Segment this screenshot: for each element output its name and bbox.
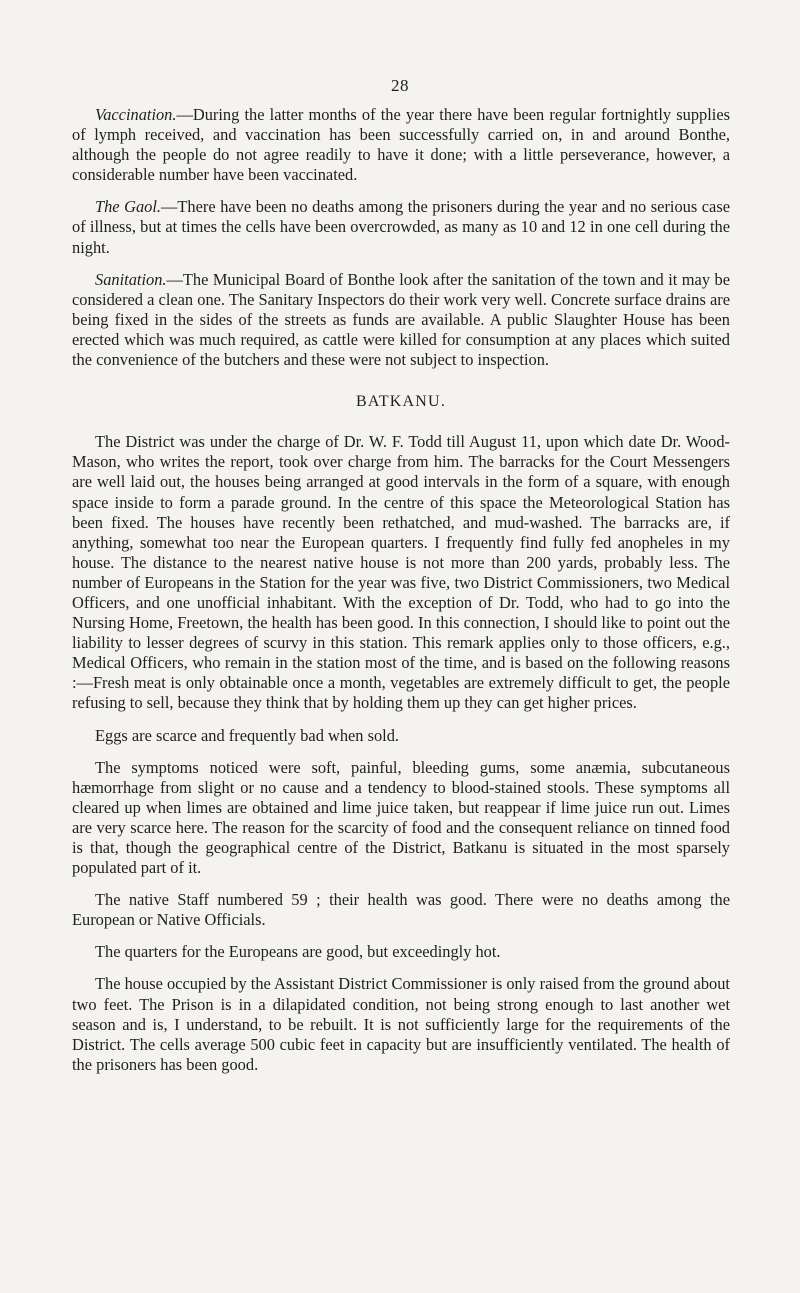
paragraph-eggs: Eggs are scarce and frequently bad when sold.	[95, 725, 400, 745]
page-number: 28	[391, 76, 409, 95]
paragraph-text: —The Municipal Board of Bonthe look after the sanitation of the town and it may be considered a clean one. The Sanitary Inspectors do their work very well. Concrete surface drains are being fixed in the sides of the streets as funds are available. A public Slaughter House has been erected which was much required, as cattle were killed for consumption at any places which suited the convenience of the butchers and these were not subject to inspection.	[72, 269, 730, 370]
paragraph-native-staff: The native Staff numbered 59 ; their health was good. There were no deaths among the European or Native Officials.	[72, 890, 730, 930]
paragraph-lead: The Gaol.	[95, 197, 162, 217]
paragraph-lead: Sanitation.	[95, 269, 167, 289]
paragraph-symptoms: The symptoms noticed were soft, painful, bleeding gums, some anæmia, subcutaneous hæmorrhage from slight or no cause and a tendency to blood-stained stools. These symptoms all cleared up when limes are obtained and lime juice taken, but reappear if lime juice run out. Limes are very scarce here. The reason for the scarcity of food and the consequent reliance on tinned food is that, though the geographical centre of the District, Batkanu is situated in the most sparsely populated part of it.	[72, 757, 730, 878]
paragraph-vaccination	[72, 105, 730, 185]
paragraph-prison: The house occupied by the Assistant District Commissioner is only raised from the ground about two feet. The Prison is in a dilapidated condition, not being strong enough to last another wet season and is, I understand, to be rebuilt. It is not sufficiently large for the requirements of the District. The cells average 500 cubic feet in capacity but are insufficiently ventilated. The health of the prisoners has been good.	[72, 974, 730, 1074]
paragraph-text: —During the latter months of the year there have been regular fortnightly supplies of lymph received, and vaccination has been successfully carried on, in and around Bonthe, although the people do not agree readily to have it done; with a little perseverance, however, a considerable number have been vaccinated.	[72, 105, 730, 185]
body-text	[72, 105, 730, 1087]
paragraph-district: The District was under the charge of Dr. W. F. Todd till August 11, upon which date Dr. Wood-Mason, who writes the report, took over charge from him. The barracks for the Court Messengers are well laid out, the houses being arranged at good intervals in the form of a square, with enough space inside to form a parade ground. In the centre of this space the Meteorological Station has been fixed. The houses have recently been rethatched, and mud-washed. The barracks are, if anything, somewhat too near the European quarters. I frequently find fully fed anopheles in my house. The distance to the nearest native house is not more than 200 yards, probably less. The number of Europeans in the Station for the year was five, two District Commissioners, two Medical Officers, and one unofficial inhabitant. With the exception of Dr. Todd, who had to go into the Nursing Home, Freetown, the health has been good. In this connection, I should like to point out the liability to lesser degrees of scurvy in this station. This remark applies only to those officers, e.g., Medical Officers, who remain in the station most of the time, and is based on the following reasons :—Fresh meat is only obtainable once a month, vegetables are extremely difficult to get, the people refusing to sell, because they think that by holding them up they can get higher prices.	[72, 432, 730, 713]
paragraph-gaol	[72, 197, 730, 257]
paragraph-lead: Vaccination.	[95, 105, 177, 124]
paragraph-text: —There have been no deaths among the prisoners during the year and no serious case of illness, but at times the cells have been overcrowded, as many as 10 and 12 in one cell during the night.	[72, 197, 730, 257]
paragraph-sanitation	[72, 270, 730, 370]
section-heading: BATKANU.	[355, 393, 447, 411]
paragraph-quarters: The quarters for the Europeans are good, but exceedingly hot.	[95, 942, 501, 962]
